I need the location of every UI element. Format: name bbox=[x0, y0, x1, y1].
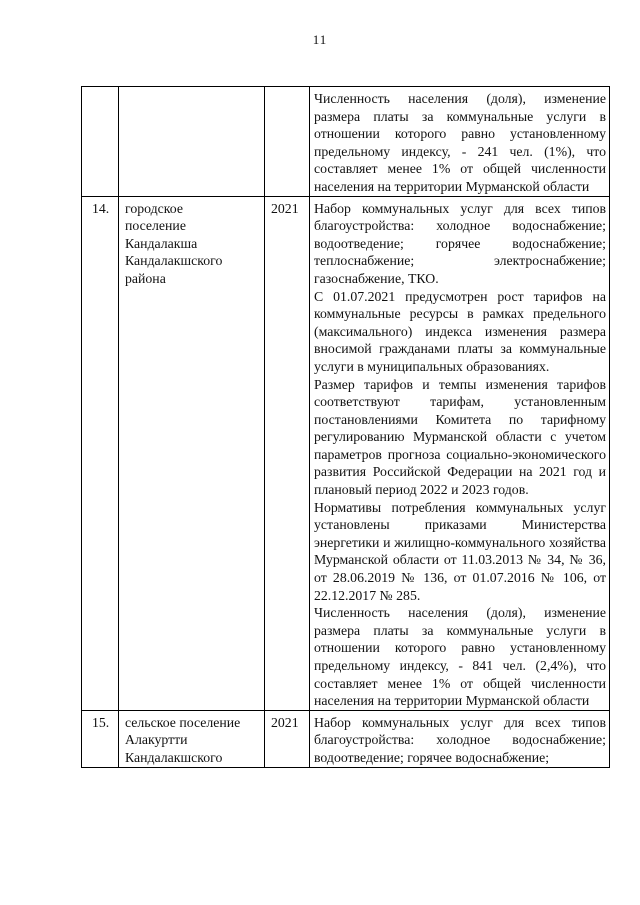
description-cell bbox=[310, 87, 610, 197]
municipality-name-line: городское bbox=[125, 200, 183, 216]
description-paragraph: Набор коммунальных услуг для всех типов благоустройства: холодное водоснабжение; водоотведение; горячее водоснабжение; теплоснабжение; электроснабжение; газоснабжение, ТКО. bbox=[314, 200, 606, 286]
description-paragraph: Нормативы потребления коммунальных услуг установлены приказами Министерства энергетики и жилищно-коммунального хозяйства Мурманской области от 11.03.2013 № 34, № 36, от 28.06.2019 № 136, от 01.07.2016 № 106, от 22.12.2017 № 285. bbox=[314, 499, 606, 603]
municipality-name-line: района bbox=[125, 270, 166, 286]
municipality-name-line: сельское поселение bbox=[125, 714, 241, 730]
description-paragraph: С 01.07.2021 предусмотрен рост тарифов на коммунальные ресурсы в рамках предельного (максимального) индекса изменения размера вносимой гражданами платы за коммунальные услуги в муниципальных образованиях. bbox=[314, 288, 606, 374]
row-number-cell: 15. bbox=[82, 710, 119, 767]
year-cell bbox=[265, 87, 310, 197]
page-number: 11 bbox=[312, 32, 328, 47]
tariff-table bbox=[81, 86, 610, 768]
municipality-name-line: Алакуртти bbox=[125, 732, 188, 748]
municipality-cell bbox=[119, 710, 265, 767]
description-cell bbox=[310, 710, 610, 767]
table-row bbox=[82, 196, 610, 710]
year-cell: 2021 bbox=[265, 710, 310, 767]
row-number-cell: 14. bbox=[82, 196, 119, 710]
municipality-cell bbox=[119, 196, 265, 710]
table-row bbox=[82, 710, 610, 767]
description-paragraph: Численность населения (доля), изменение размера платы за коммунальные услуги в отношении которого равно установленному предельному индексу, - 841 чел. (2,4%), что составляет менее 1% от общей численности населения на территории Мурманской области bbox=[314, 605, 606, 709]
municipality-name-line: Кандалакшского bbox=[125, 749, 223, 765]
description-paragraph: Численность населения (доля), изменение размера платы за коммунальные услуги в отношении которого равно установленному предельному индексу, - 241 чел. (1%), что составляет менее 1% от общей численности населения на территории Мурманской области bbox=[314, 91, 606, 194]
description-cell bbox=[310, 196, 610, 710]
year-cell: 2021 bbox=[265, 196, 310, 710]
description-paragraph: Размер тарифов и темпы изменения тарифов соответствуют тарифам, установленным постановлениями Комитета по тарифному регулированию Мурманской области с учетом параметров прогноза социально-экономического развития Российской Федерации на 2021 год и плановый период 2022 и 2023 годов. bbox=[314, 376, 606, 498]
municipality-name-line: Кандалакшского bbox=[125, 253, 223, 269]
description-paragraph: Набор коммунальных услуг для всех типов благоустройства: холодное водоснабжение; водоотведение; горячее водоснабжение; bbox=[314, 714, 606, 765]
table-row bbox=[82, 87, 610, 197]
municipality-name-line: Кандалакша bbox=[125, 235, 198, 251]
municipality-name-line: поселение bbox=[125, 218, 186, 234]
row-number-cell bbox=[82, 87, 119, 197]
municipality-cell bbox=[119, 87, 265, 197]
